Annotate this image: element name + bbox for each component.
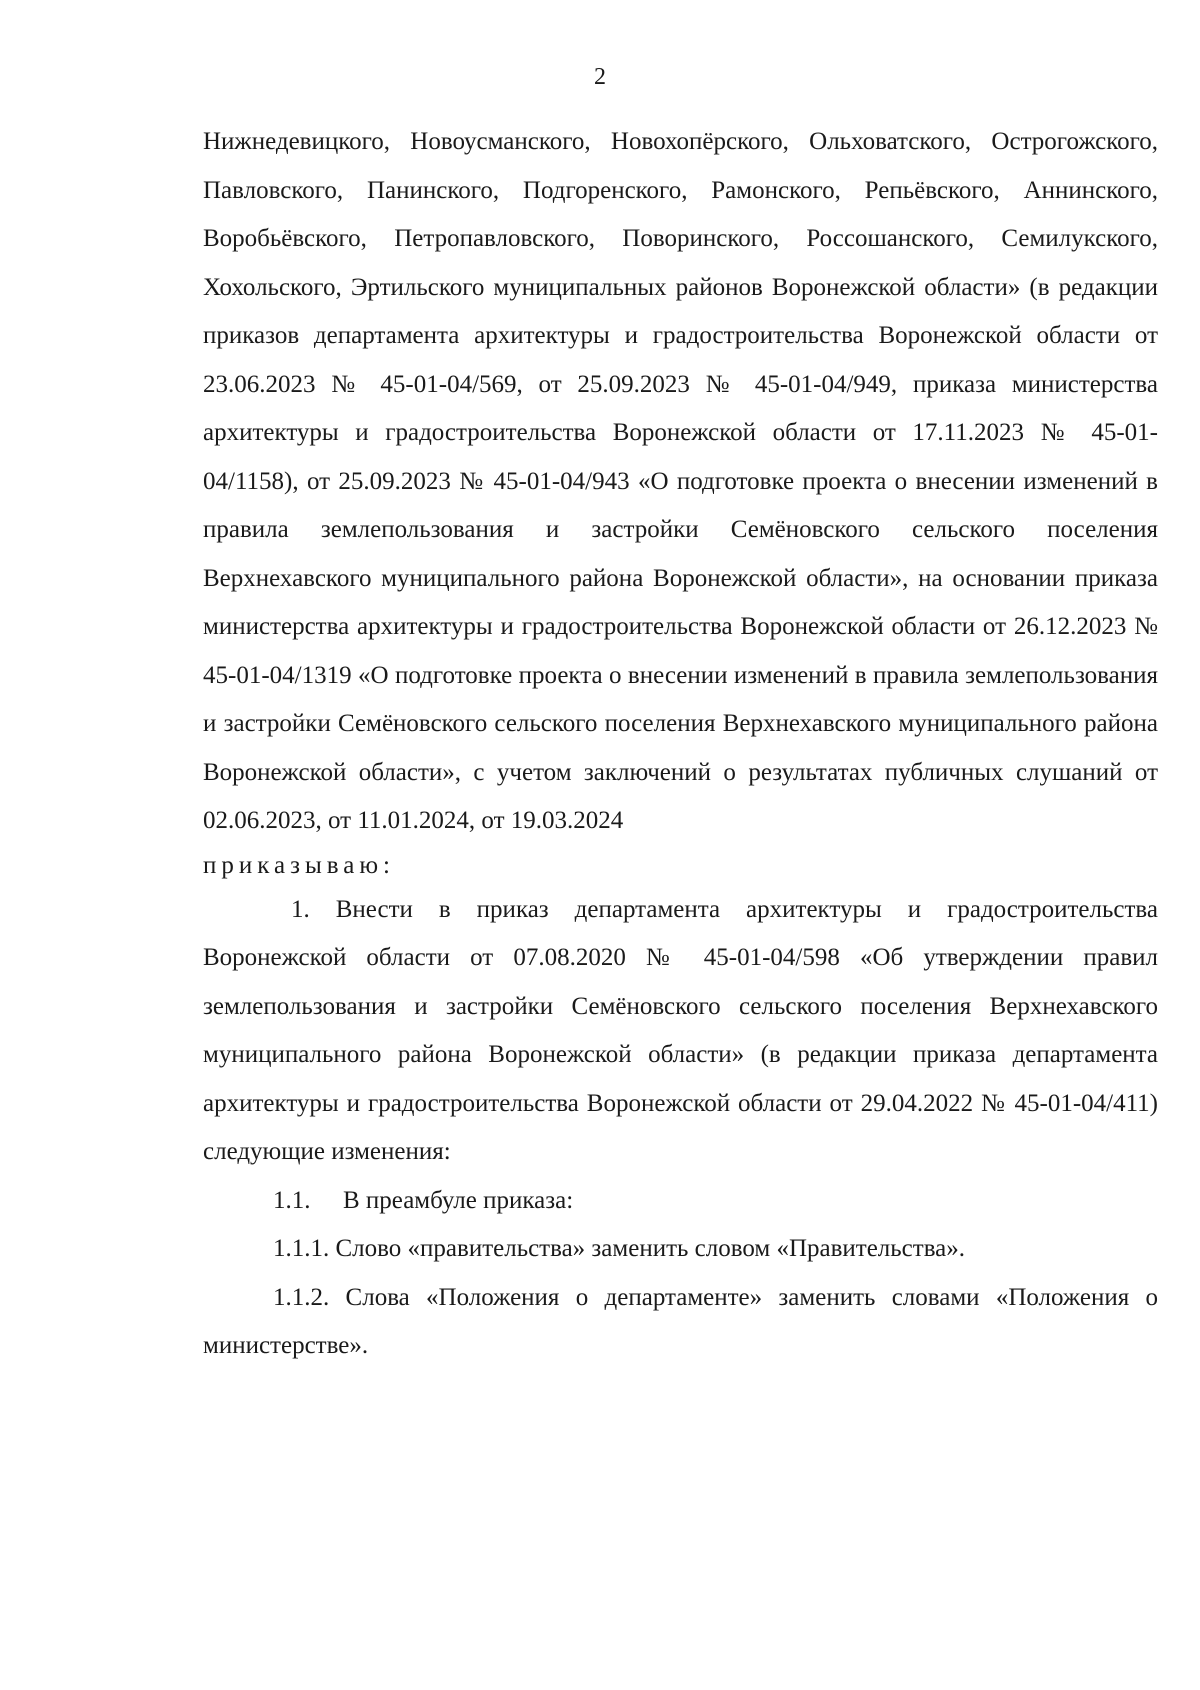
paragraph-item-1-1: [203, 1177, 1158, 1226]
paragraph-item-1-1-2: 1.1.2. Слова «Положения о департаменте» заменить словами «Положения о министерстве».: [203, 1283, 1158, 1359]
order-word: приказываю:: [203, 851, 395, 879]
paragraph-item-1: 1. Внести в приказ департамента архитектуры и градостроительства Воронежской области от 07.08.2020 № 45-01-04/598 «Об утверждении правил землепользования и застройки Семёновского сельского поселения Верхнехавского муниципального района Воронежской области» (в редакции приказа департамента архитектуры и градостроительства Воронежской области от 29.04.2022 № 45-01-04/411) следующие изменения:: [203, 895, 1158, 1165]
item-1-1-number: 1.1.: [273, 1186, 311, 1214]
paragraph-preamble: Нижнедевицкого, Новоусманского, Новохопёрского, Ольховатского, Острогожского, Павловского, Панинского, Подгоренского, Рамонского, Репьёвского, Аннинского, Воробьёвского, Петропавловского, Поворинского, Россошанского, Семилукского, Хохольского, Эртильского муниципальных районов Воронежской области» (в редакции приказов департамента архитектуры и градостроительства Воронежской области от 23.06.2023 № 45-01-04/569, от 25.09.2023 № 45-01-04/949, приказа министерства архитектуры и градостроительства Воронежской области от 17.11.2023 № 45-01-04/1158), от 25.09.2023 № 45-01-04/943 «О подготовке проекта о внесении изменений в правила землепользования и застройки Семёновского сельского поселения Верхнехавского муниципального района Воронежской области», на основании приказа министерства архитектуры и градостроительства Воронежской области от 26.12.2023 № 45-01-04/1319 «О подготовке проекта о внесении изменений в правила землепользования и застройки Семёновского сельского поселения Верхнехавского муниципального района Воронежской области», с учетом заключений о результатах публичных слушаний от 02.06.2023, от 11.01.2024, от 19.03.2024: [203, 128, 1158, 834]
paragraph-item-1-1-1: 1.1.1. Слово «правительства» заменить словом «Правительства».: [273, 1235, 966, 1262]
document-body: [203, 118, 1158, 1371]
page-number: 2: [594, 64, 606, 90]
item-1-1-text: В преамбуле приказа:: [343, 1186, 574, 1214]
